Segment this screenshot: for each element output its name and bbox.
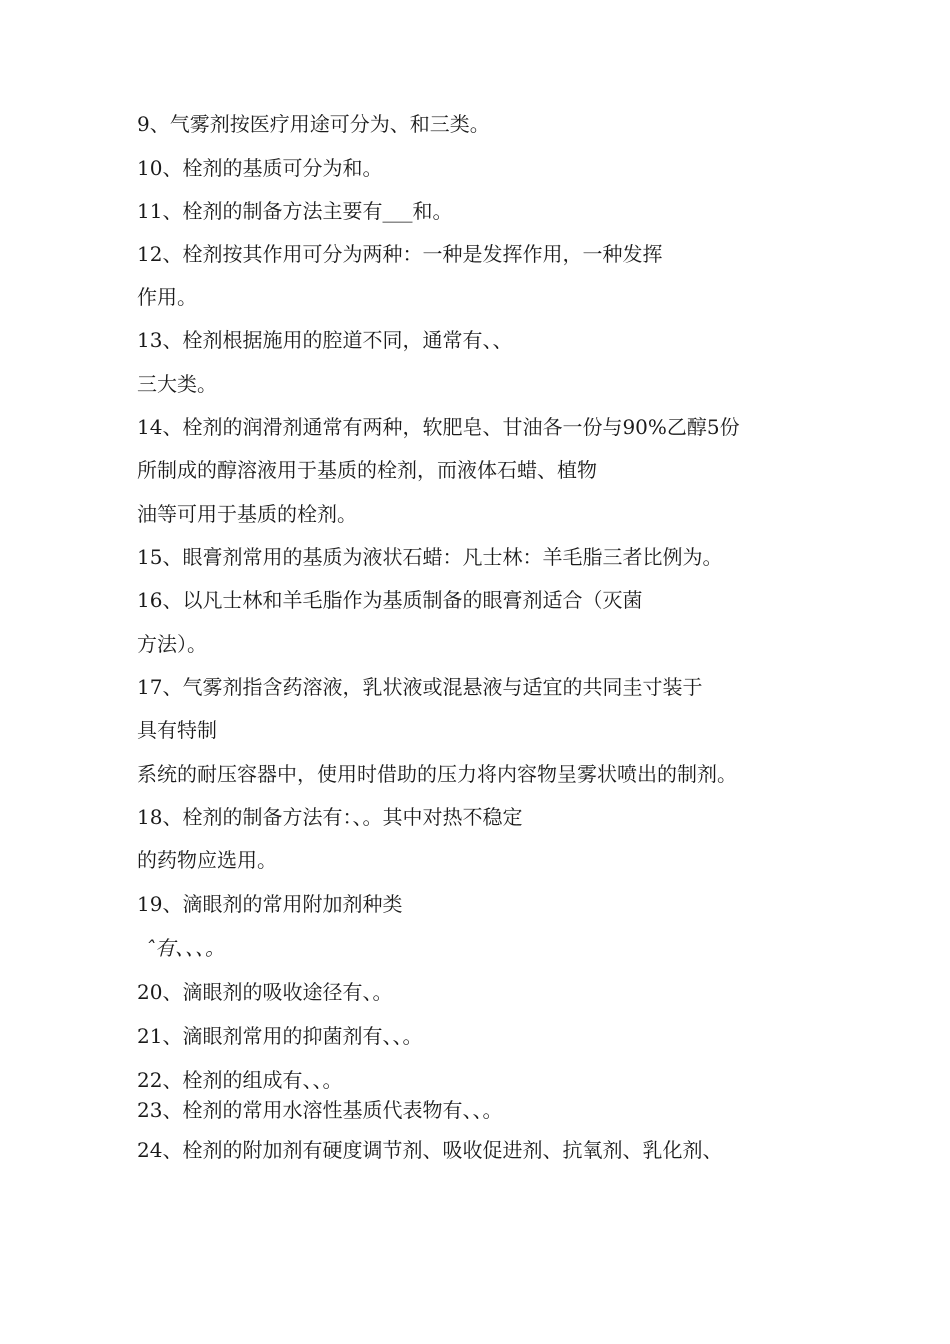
question-13-continued: 三大类。 (137, 372, 217, 396)
question-17-continued-1: 具有特制 (137, 718, 217, 742)
question-14: 14、栓剂的润滑剂通常有两种，软肥皂、甘油各一份与90%乙醇5份 (137, 415, 740, 439)
question-14-continued-2: 油等可用于基质的栓剂。 (137, 502, 357, 526)
question-18-continued: 的药物应选用。 (137, 848, 277, 872)
question-19-continued: ˆ有、、、。 (145, 936, 225, 960)
question-17-continued-2: 系统的耐压容器中，使用时借助的压力将内容物呈雾状喷出的制剂。 (137, 762, 737, 786)
question-18: 18、栓剂的制备方法有：、。其中对热不稳定 (137, 805, 523, 829)
question-16: 16、以凡士林和羊毛脂作为基质制备的眼膏剂适合（灭菌 (137, 588, 643, 612)
question-15: 15、眼膏剂常用的基质为液状石蜡：凡士林：羊毛脂三者比例为。 (137, 545, 723, 569)
question-21: 21、滴眼剂常用的抑菌剂有、、。 (137, 1024, 423, 1048)
question-23: 23、栓剂的常用水溶性基质代表物有、、。 (137, 1098, 503, 1122)
question-22: 22、栓剂的组成有、、。 (137, 1068, 343, 1092)
question-16-continued: 方法）。 (137, 632, 207, 656)
question-12: 12、栓剂按其作用可分为两种：一种是发挥作用，一种发挥 (137, 242, 663, 266)
question-24: 24、栓剂的附加剂有硬度调节剂、吸收促进剂、抗氧剂、乳化剂、 (137, 1138, 723, 1162)
question-13: 13、栓剂根据施用的腔道不同，通常有、、 (137, 328, 513, 352)
question-10: 10、栓剂的基质可分为和。 (137, 156, 383, 180)
question-11: 11、栓剂的制备方法主要有___和。 (137, 199, 453, 223)
question-17: 17、气雾剂指含药溶液，乳状液或混悬液与适宜的共同圭寸装于 (137, 675, 703, 699)
question-19: 19、滴眼剂的常用附加剂种类 (137, 892, 403, 916)
question-12-continued: 作用。 (137, 285, 197, 309)
question-14-continued-1: 所制成的醇溶液用于基质的栓剂，而液体石蜡、植物 (137, 458, 597, 482)
question-9: 9、气雾剂按医疗用途可分为、和三类。 (137, 112, 490, 136)
question-20: 20、滴眼剂的吸收途径有、。 (137, 980, 393, 1004)
